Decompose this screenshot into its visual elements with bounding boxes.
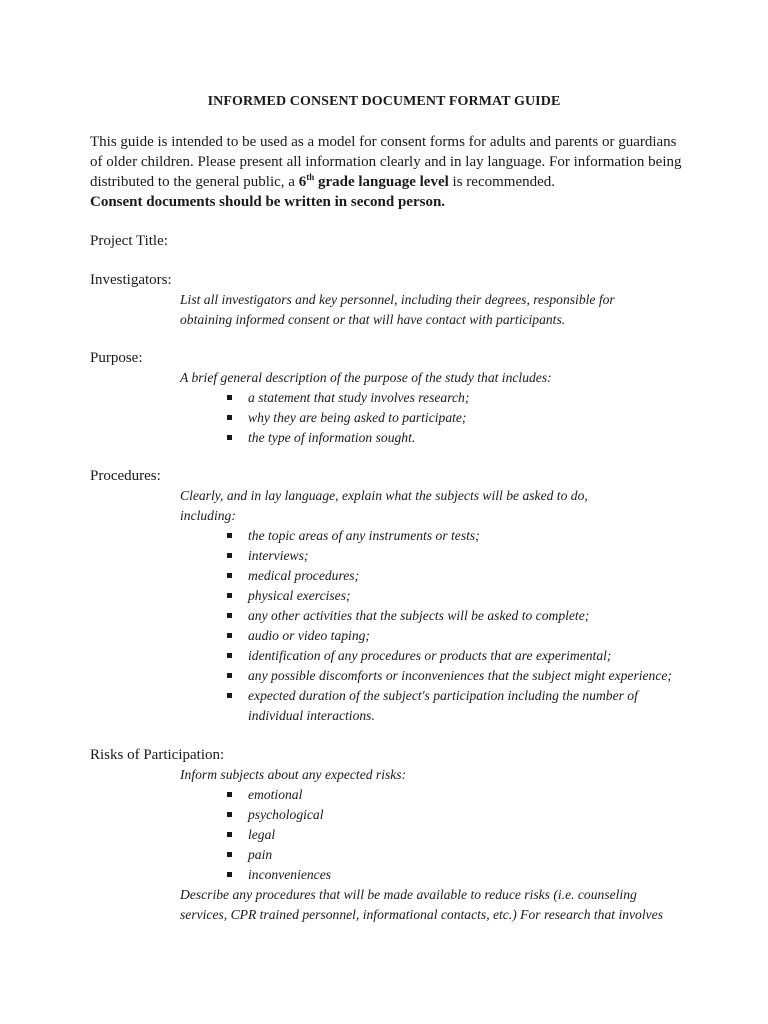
grade-level-text: grade language level	[314, 174, 449, 190]
project-title-label: Project Title:	[90, 233, 168, 249]
risks-label: Risks of Participation:	[90, 747, 225, 763]
bullet-icon	[227, 435, 232, 440]
investigators-text: List all investigators and key personnel, including their degrees, responsible for obtaining informed consent or that will have contact with participants.	[180, 292, 615, 327]
procedures-label: Procedures:	[90, 468, 161, 484]
investigators-label: Investigators:	[90, 272, 172, 288]
procedures-list	[180, 526, 700, 726]
list-item: physical exercises;	[180, 586, 700, 606]
list-item: psychological	[180, 805, 700, 825]
bullet-icon	[227, 693, 232, 698]
list-item: why they are being asked to participate;	[180, 408, 700, 428]
risks-list	[180, 785, 700, 885]
intro-text: This guide is intended to be used as a model for consent forms for adults and parents or guardians of older children. Please present all information clearly and in lay language. For information being distributed to the general public, a	[90, 134, 682, 190]
list-item: interviews;	[180, 546, 700, 566]
bullet-icon	[227, 812, 232, 817]
procedures-description	[180, 486, 700, 726]
bullet-icon	[227, 593, 232, 598]
bullet-icon	[227, 395, 232, 400]
list-item: any other activities that the subjects will be asked to complete;	[180, 606, 700, 626]
list-item: identification of any procedures or products that are experimental;	[180, 646, 700, 666]
purpose-description	[180, 368, 700, 448]
document-title: INFORMED CONSENT DOCUMENT FORMAT GUIDE	[207, 94, 561, 109]
list-item: medical procedures;	[180, 566, 700, 586]
intro-recommended: is recommended.	[448, 174, 556, 190]
list-item: expected duration of the subject's participation including the number of individual interactions.	[180, 686, 648, 726]
bullet-icon	[227, 633, 232, 638]
bullet-icon	[227, 673, 232, 678]
bullet-icon	[227, 792, 232, 797]
grade-superscript: th	[306, 172, 315, 182]
list-item: legal	[180, 825, 700, 845]
risks-text: Inform subjects about any expected risks:	[180, 767, 407, 782]
list-item: any possible discomforts or inconveniences that the subject might experience;	[180, 666, 700, 686]
purpose-label: Purpose:	[90, 350, 143, 366]
list-item: the type of information sought.	[180, 428, 700, 448]
list-item: emotional	[180, 785, 700, 805]
bullet-icon	[227, 852, 232, 857]
bullet-icon	[227, 533, 232, 538]
bullet-icon	[227, 653, 232, 658]
bullet-icon	[227, 613, 232, 618]
purpose-list	[180, 388, 700, 448]
intro-paragraph	[90, 132, 690, 212]
list-item: inconveniences	[180, 865, 700, 885]
second-person-note: Consent documents should be written in second person.	[90, 194, 446, 210]
bullet-icon	[227, 573, 232, 578]
list-item: the topic areas of any instruments or tests;	[180, 526, 700, 546]
list-item: a statement that study involves research;	[180, 388, 700, 408]
bullet-icon	[227, 872, 232, 877]
investigators-description	[180, 290, 650, 330]
risks-after-text: Describe any procedures that will be made available to reduce risks (i.e. counseling services, CPR trained personnel, informational contacts, etc.) For research that involves	[180, 887, 663, 922]
list-item: audio or video taping;	[180, 626, 700, 646]
list-item: pain	[180, 845, 700, 865]
purpose-text: A brief general description of the purpose of the study that includes:	[180, 370, 552, 385]
bullet-icon	[227, 415, 232, 420]
bullet-icon	[227, 553, 232, 558]
procedures-text: Clearly, and in lay language, explain what the subjects will be asked to do, including:	[180, 488, 588, 523]
risks-description	[180, 765, 700, 925]
grade-number: 6	[298, 174, 307, 190]
bullet-icon	[227, 832, 232, 837]
